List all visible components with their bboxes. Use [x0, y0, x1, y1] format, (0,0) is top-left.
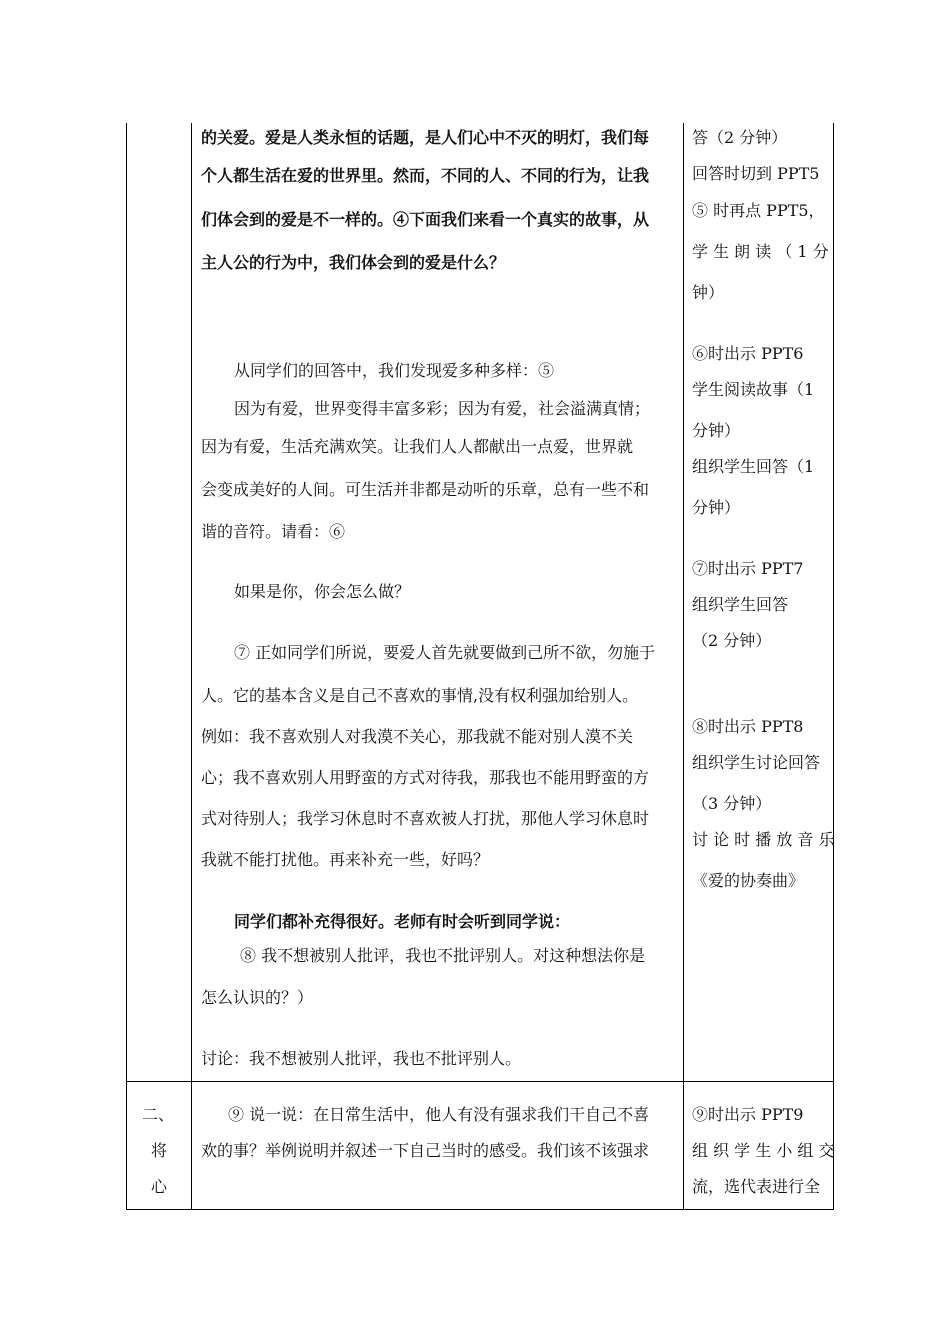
- paragraph-line: 欢的事？举例说明并叙述一下自己当时的感受。我们该不该强求: [201, 1141, 650, 1160]
- paragraph-line: 人。它的基本含义是自己不喜欢的事情,没有权利强加给别人。: [201, 686, 639, 705]
- note-line: 回答时切到 PPT5: [692, 164, 820, 183]
- note-line: 答（2 分钟）: [692, 128, 788, 147]
- paragraph-line: 怎么认识的？）: [201, 988, 314, 1007]
- note-line: 组织学生讨论回答: [692, 753, 821, 772]
- note-line: （2 分钟）: [692, 631, 772, 650]
- paragraph-line: 例如：我不喜欢别人对我漠不关心，那我就不能对别人漠不关: [201, 727, 634, 746]
- note-line: （3 分钟）: [692, 794, 772, 813]
- note-line: 钟）: [692, 283, 725, 302]
- note-line: 分钟）: [692, 421, 741, 440]
- paragraph-line: 因为有爱，世界变得丰富多彩；因为有爱，社会溢满真情；: [234, 399, 651, 418]
- paragraph-line: 因为有爱，生活充满欢笑。让我们人人都献出一点爱，世界就: [201, 437, 634, 456]
- note-line: ⑨时出示 PPT9: [692, 1105, 804, 1124]
- section-label: 心: [151, 1177, 168, 1196]
- note-line: ⑦时出示 PPT7: [692, 559, 804, 578]
- paragraph-line: 谐的音符。请看：⑥: [201, 522, 346, 541]
- section-label: 二、: [142, 1105, 175, 1124]
- discussion-line: 讨论：我不想被别人批评，我也不批评别人。: [201, 1049, 522, 1068]
- bold-line-1: 的关爱。爱是人类永恒的话题，是人们心中不灭的明灯，我们每: [201, 128, 650, 147]
- note-line: 学 生 朗 读 （ 1 分: [692, 242, 829, 261]
- note-line: 《爱的协奏曲》: [692, 871, 805, 890]
- note-line: 学生阅读故事（1: [692, 380, 815, 399]
- paragraph-line: 式对待别人；我学习休息时不喜欢被人打扰，那他人学习休息时: [201, 809, 650, 828]
- paragraph-line: 会变成美好的人间。可生活并非都是动听的乐章，总有一些不和: [201, 480, 650, 499]
- paragraph-line: ⑦ 正如同学们所说，要爱人首先就要做到己所不欲，勿施于: [234, 643, 656, 662]
- note-line: ⑥时出示 PPT6: [692, 344, 804, 363]
- note-line: 组织学生回答（1: [692, 457, 815, 476]
- bold-line-2: 个人都生活在爱的世界里。然而，不同的人、不同的行为，让我: [201, 166, 650, 185]
- note-line: 组织学生回答: [692, 595, 789, 614]
- note-line: 讨 论 时 播 放 音 乐: [692, 830, 835, 849]
- note-line: 组 织 学 生 小 组 交: [692, 1141, 835, 1160]
- paragraph-line: ⑧ 我不想被别人批评，我也不批评别人。对这种想法你是: [240, 946, 646, 965]
- note-line: 流，选代表进行全: [692, 1177, 821, 1196]
- lesson-table: [126, 123, 834, 1210]
- note-line: 分钟）: [692, 498, 741, 517]
- paragraph-line: ⑨ 说一说：在日常生活中，他人有没有强求我们干自己不喜: [228, 1105, 650, 1124]
- column-divider-right: [683, 123, 684, 1210]
- paragraph-line: 我就不能打扰他。再来补充一些，好吗？: [201, 850, 490, 869]
- row-divider: [126, 1081, 834, 1082]
- note-line: ⑧时出示 PPT8: [692, 717, 804, 736]
- paragraph-line: 从同学们的回答中，我们发现爱多种多样：⑤: [234, 361, 555, 380]
- bold-line-5: 同学们都补充得很好。老师有时会听到同学说：: [234, 912, 571, 931]
- column-divider-left: [191, 123, 192, 1210]
- bold-line-3: 们体会到的爱是不一样的。④下面我们来看一个真实的故事，从: [201, 210, 650, 229]
- paragraph-line: 心；我不喜欢别人用野蛮的方式对待我，那我也不能用野蛮的方: [201, 768, 650, 787]
- note-line: ⑤ 时再点 PPT5，: [692, 201, 825, 220]
- section-label: 将: [151, 1141, 168, 1160]
- bold-line-4: 主人公的行为中，我们体会到的爱是什么？: [201, 253, 506, 272]
- question-line: 如果是你，你会怎么做？: [234, 582, 411, 601]
